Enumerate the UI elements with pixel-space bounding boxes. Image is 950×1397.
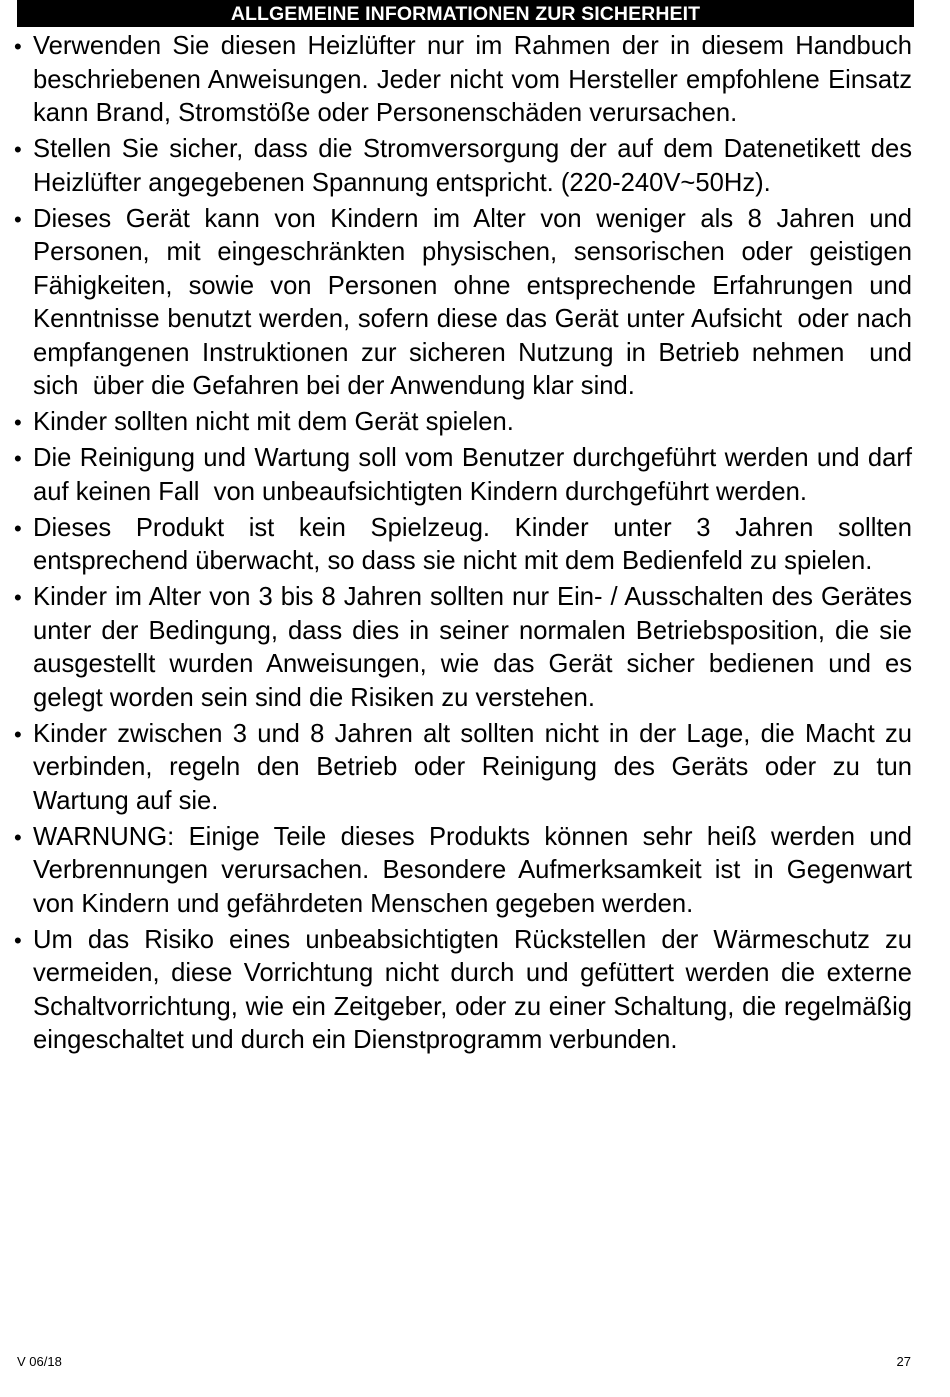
list-item-text: Kinder im Alter von 3 bis 8 Jahren sollten nur Ein- / Ausschalten des Gerätes unter der Bedingung, dass dies in seiner normalen Betriebsposition, die sie ausgestellt wurden Anweisungen, wie das Gerät sicher bedienen und es gelegt worden sein sind die Risiken zu verstehen. <box>33 583 920 712</box>
list-item <box>14 821 920 922</box>
list-item <box>14 203 920 404</box>
list-item-text: Dieses Produkt ist kein Spielzeug. Kinder unter 3 Jahren sollten entsprechend überwacht, so dass sie nicht mit dem Bedienfeld zu spielen. <box>33 513 920 575</box>
list-item-text: Die Reinigung und Wartung soll vom Benutzer durchgeführt werden und darf auf keinen Fall von unbeaufsichtigten Kindern durchgeführt werden. <box>33 444 920 506</box>
bullet-icon: • <box>14 137 22 162</box>
bullet-icon: • <box>14 446 22 471</box>
list-item-text: Kinder zwischen 3 und 8 Jahren alt sollten nicht in der Lage, die Macht zu verbinden, regeln den Betrieb oder Reinigung des Geräts oder zu tun Wartung auf sie. <box>33 719 920 815</box>
safety-instructions-list <box>14 30 920 1060</box>
list-item-text: Kinder sollten nicht mit dem Gerät spielen. <box>33 408 514 436</box>
bullet-icon: • <box>14 206 22 232</box>
list-item <box>14 406 912 440</box>
list-item-text: Stellen Sie sicher, dass die Stromversorgung der auf dem Datenetikett des Heizlüfter angegebenen Spannung entspricht. (220-240V~50Hz). <box>33 135 920 197</box>
footer-version: V 06/18 <box>17 1354 62 1369</box>
bullet-icon: • <box>14 410 22 435</box>
list-item <box>14 442 920 509</box>
bullet-icon: • <box>14 34 22 59</box>
list-item-text: WARNUNG: Einige Teile dieses Produkts können sehr heiß werden und Verbrennungen verursachen. Besondere Aufmerksamkeit ist in Gegenwart von Kindern und gefährdeten Menschen gegeben werden. <box>33 822 920 918</box>
list-item <box>14 581 920 715</box>
bullet-icon: • <box>14 585 22 610</box>
section-heading: ALLGEMEINE INFORMATIONEN ZUR SICHERHEIT <box>17 0 914 27</box>
list-item <box>14 133 920 200</box>
list-item <box>14 30 920 131</box>
list-item <box>14 512 920 579</box>
list-item-text: Um das Risiko eines unbeabsichtigten Rückstellen der Wärmeschutz zu vermeiden, diese Vorrichtung nicht durch und gefüttert werden die externe Schaltvorrichtung, wie ein Zeitgeber, oder zu einer Schaltung, die regelmäßig eingeschaltet und durch ein Dienstprogramm verbunden. <box>33 925 920 1054</box>
bullet-icon: • <box>14 721 22 747</box>
list-item-text: Dieses Gerät kann von Kindern im Alter von weniger als 8 Jahren und Personen, mit eingeschränkten physischen, sensorischen oder geistigen Fähigkeiten, sowie von Personen ohne entsprechende Erfahrungen und Kenntnisse benutzt werden, sofern diese das Gerät unter Aufsicht oder nach empfangenen Instruktionen zur sicheren Nutzung in Betrieb nehmen und sich über die Gefahren bei der Anwendung klar sind. <box>33 204 920 400</box>
list-item <box>14 924 920 1058</box>
list-item-text: Verwenden Sie diesen Heizlüfter nur im Rahmen der in diesem Handbuch beschriebenen Anweisungen. Jeder nicht vom Hersteller empfohlene Einsatz kann Brand, Stromstöße oder Personenschäden verursachen. <box>33 32 920 127</box>
list-item <box>14 718 920 819</box>
bullet-icon: • <box>14 927 22 953</box>
bullet-icon: • <box>14 824 22 850</box>
page-number: 27 <box>896 1354 911 1369</box>
bullet-icon: • <box>14 515 22 541</box>
